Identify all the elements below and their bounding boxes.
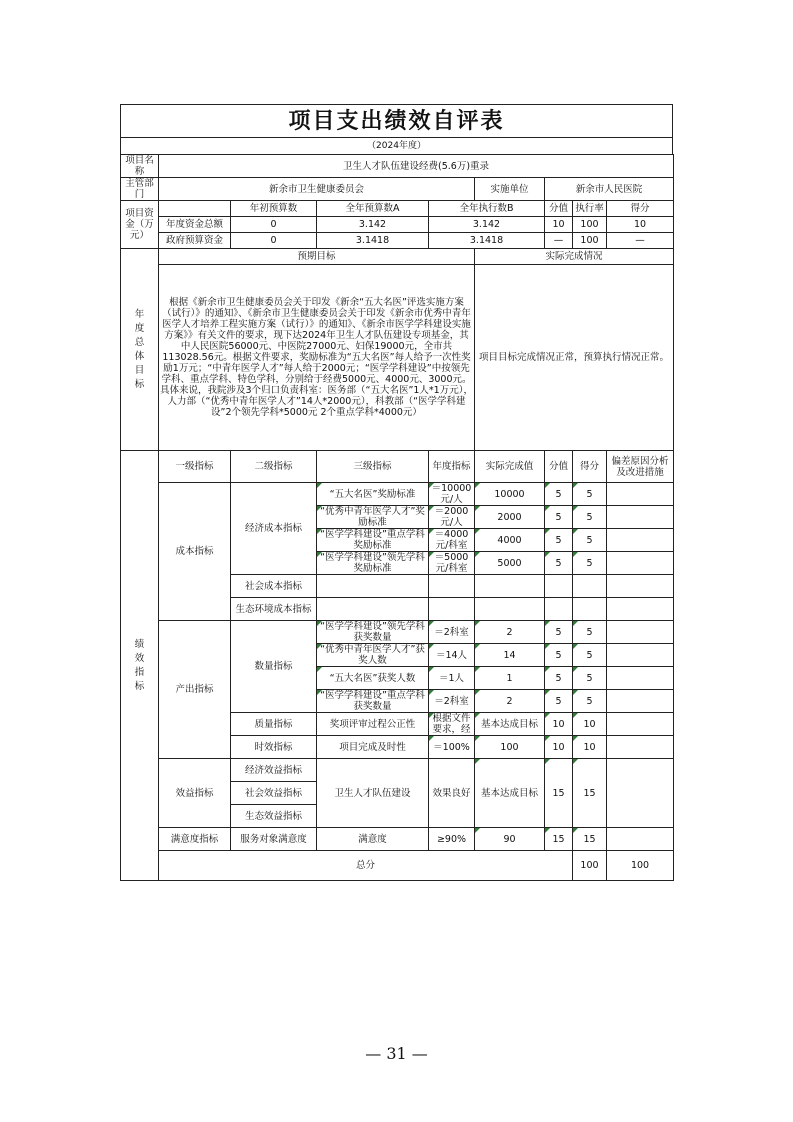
satisfaction-got: 15	[573, 828, 607, 851]
evaluation-table	[120, 154, 674, 881]
funds-row-gov-rate: 100	[573, 233, 607, 249]
output-row-l3: “医学学科建设”领先学科获奖数量	[317, 621, 429, 644]
cost-row-score: 5	[545, 552, 573, 575]
output-row-actual: 2	[475, 690, 545, 713]
cost-row-dev	[607, 483, 674, 506]
output-row-actual: 2	[475, 621, 545, 644]
goals-actual-label: 实际完成情况	[475, 249, 674, 265]
output-row-l3: “优秀中青年医学人才”获奖人数	[317, 644, 429, 667]
satisfaction-target: ≥90%	[429, 828, 475, 851]
funds-row-gov-got: —	[607, 233, 674, 249]
output-row-target: ＝1人	[429, 667, 475, 690]
ind-header-got: 得分	[573, 451, 607, 483]
cost-row-score: 5	[545, 506, 573, 529]
output-qty-l2: 数量指标	[231, 621, 317, 713]
goals-expected-text: 根据《新余市卫生健康委员会关于印发《新余“五大名医”评选实施方案（试行）》的通知》、《新余市卫生健康委员会关于印发《新余市优秀中青年医学人才培养工程实施方案（试行）》的通知》、《新余市医学学科建设实施方案》》有关文件的要求，现下达2024年卫生人才队伍建设专项基金，其中人民医院56000元、中医院27000元、妇保19000元，全市共113028.56元。根据文件要求，奖励标准为“五大名医”每人给予一次性奖励1万元；“中青年医学人才”每人给于2000元；“医学学科建设”中按领先学科、重点学科、特色学科，分别给于经费5000元、4000元、3000元。具体来说，我院涉及3个归口负责科室：医务部（“五大名医”1人*1万元），人力部（“优秀中青年医学人才”14人*2000元），科教部（“医学学科建设”2个领先学科*5000元 2个重点学科*4000元）	[159, 265, 475, 451]
funds-row-total-name: 年度资金总额	[159, 217, 231, 233]
output-time-target: ＝100%	[429, 736, 475, 759]
funds-row-gov-budget: 3.1418	[317, 233, 429, 249]
cost-social-l2: 社会成本指标	[231, 575, 317, 598]
page-title: 项目支出绩效自评表	[288, 108, 505, 134]
output-row-dev	[607, 667, 674, 690]
impl-value: 新余市人民医院	[545, 178, 674, 201]
output-time-got: 10	[573, 736, 607, 759]
total-got: 100	[607, 851, 674, 881]
output-quality-got: 10	[573, 713, 607, 736]
output-row-l3: “五大名医”获奖人数	[317, 667, 429, 690]
goals-expected-label: 预期目标	[159, 249, 475, 265]
benefit-social-actual: 基本达成目标	[475, 759, 545, 828]
cost-row-dev	[607, 506, 674, 529]
output-row-got: 5	[573, 621, 607, 644]
funds-row-gov-score: —	[545, 233, 573, 249]
goals-label: 年度总体目标	[121, 249, 159, 451]
cost-l1: 成本指标	[159, 483, 231, 621]
cost-row-got: 5	[573, 483, 607, 506]
benefit-l1: 效益指标	[159, 759, 231, 828]
output-quality-actual: 基本达成目标	[475, 713, 545, 736]
benefit-eco-l2: 生态效益指标	[231, 805, 317, 828]
benefit-social-score: 15	[545, 759, 573, 828]
benefit-social-got: 15	[573, 759, 607, 828]
satisfaction-actual: 90	[475, 828, 545, 851]
cost-econ-l2: 经济成本指标	[231, 483, 317, 575]
funds-row-total-budget: 3.142	[317, 217, 429, 233]
goals-actual-text: 项目目标完成情况正常，预算执行情况正常。	[475, 265, 674, 451]
cost-row-actual: 10000	[475, 483, 545, 506]
cost-row-target: ＝2000元/人	[429, 506, 475, 529]
ind-header-dev: 偏差原因分析及改进措施	[607, 451, 674, 483]
output-quality-l3: 奖项评审过程公正性	[317, 713, 429, 736]
cost-row-score: 5	[545, 529, 573, 552]
cost-row-actual: 2000	[475, 506, 545, 529]
dept-value: 新余市卫生健康委员会	[159, 178, 475, 201]
cost-row-target: ＝10000元/人	[429, 483, 475, 506]
output-row-actual: 1	[475, 667, 545, 690]
cost-row-dev	[607, 529, 674, 552]
satisfaction-l1: 满意度指标	[159, 828, 231, 851]
funds-row-gov-name: 政府预算资金	[159, 233, 231, 249]
output-row-score: 5	[545, 644, 573, 667]
ind-header-score: 分值	[545, 451, 573, 483]
output-row-dev	[607, 690, 674, 713]
output-row-l3: “医学学科建设”重点学科获奖数量	[317, 690, 429, 713]
funds-label: 项目资金（万元）	[121, 201, 159, 249]
funds-header-rate: 执行率	[573, 201, 607, 217]
title-box	[120, 104, 673, 138]
output-row-target: ＝2科室	[429, 690, 475, 713]
funds-row-gov-exec: 3.1418	[429, 233, 545, 249]
cost-row-dev	[607, 552, 674, 575]
funds-row-total-rate: 100	[573, 217, 607, 233]
output-row-got: 5	[573, 667, 607, 690]
cost-row-got: 5	[573, 506, 607, 529]
project-name-value: 卫生人才队伍建设经费(5.6万)重录	[159, 155, 674, 178]
output-time-actual: 100	[475, 736, 545, 759]
project-name-label: 项目名称	[121, 155, 159, 178]
cost-row-got: 5	[573, 552, 607, 575]
output-row-got: 5	[573, 690, 607, 713]
benefit-social-l3: 卫生人才队伍建设	[317, 759, 429, 828]
funds-header-score: 分值	[545, 201, 573, 217]
total-label: 总分	[159, 851, 573, 881]
funds-header-blank	[159, 201, 231, 217]
cost-eco-l2: 生态环境成本指标	[231, 598, 317, 621]
cost-row-actual: 5000	[475, 552, 545, 575]
output-row-actual: 14	[475, 644, 545, 667]
output-time-l3: 项目完成及时性	[317, 736, 429, 759]
impl-label: 实施单位	[475, 178, 545, 201]
total-score: 100	[573, 851, 607, 881]
output-l1: 产出指标	[159, 621, 231, 759]
indicators-label: 绩效指标	[121, 451, 159, 881]
output-row-score: 5	[545, 690, 573, 713]
output-quality-target: 根据文件要求，经	[429, 713, 475, 736]
cost-row-got: 5	[573, 529, 607, 552]
funds-header-got: 得分	[607, 201, 674, 217]
funds-header-exec: 全年执行数B	[429, 201, 545, 217]
benefit-econ-l2: 经济效益指标	[231, 759, 317, 782]
satisfaction-l2: 服务对象满意度	[231, 828, 317, 851]
year-label: （2024年度）	[120, 137, 673, 154]
funds-row-total-score: 10	[545, 217, 573, 233]
cost-row-l3: “优秀中青年医学人才”奖励标准	[317, 506, 429, 529]
cost-row-score: 5	[545, 483, 573, 506]
benefit-social-l2: 社会效益指标	[231, 782, 317, 805]
cost-row-target: ＝5000元/科室	[429, 552, 475, 575]
funds-row-total-got: 10	[607, 217, 674, 233]
ind-header-l1: 一级指标	[159, 451, 231, 483]
funds-row-total-exec: 3.142	[429, 217, 545, 233]
output-row-dev	[607, 621, 674, 644]
ind-header-target: 年度指标	[429, 451, 475, 483]
output-row-score: 5	[545, 667, 573, 690]
output-quality-score: 10	[545, 713, 573, 736]
output-row-target: ＝2科室	[429, 621, 475, 644]
satisfaction-score: 15	[545, 828, 573, 851]
output-quality-l2: 质量指标	[231, 713, 317, 736]
benefit-social-target: 效果良好	[429, 759, 475, 828]
cost-row-actual: 4000	[475, 529, 545, 552]
output-row-score: 5	[545, 621, 573, 644]
satisfaction-l3: 满意度	[317, 828, 429, 851]
output-time-l2: 时效指标	[231, 736, 317, 759]
output-row-got: 5	[573, 644, 607, 667]
output-row-target: ＝14人	[429, 644, 475, 667]
ind-header-actual: 实际完成值	[475, 451, 545, 483]
page-number: — 31 —	[365, 1044, 428, 1063]
funds-row-gov-init: 0	[231, 233, 317, 249]
output-time-score: 10	[545, 736, 573, 759]
cost-row-l3: “五大名医”奖励标准	[317, 483, 429, 506]
output-row-dev	[607, 644, 674, 667]
cost-row-l3: “医学学科建设”重点学科奖励标准	[317, 529, 429, 552]
funds-row-total-init: 0	[231, 217, 317, 233]
funds-header-budget: 全年预算数A	[317, 201, 429, 217]
cost-row-l3: “医学学科建设”领先学科奖励标准	[317, 552, 429, 575]
funds-header-init: 年初预算数	[231, 201, 317, 217]
ind-header-l3: 三级指标	[317, 451, 429, 483]
dept-label: 主管部门	[121, 178, 159, 201]
cost-row-target: ＝4000元/科室	[429, 529, 475, 552]
ind-header-l2: 二级指标	[231, 451, 317, 483]
